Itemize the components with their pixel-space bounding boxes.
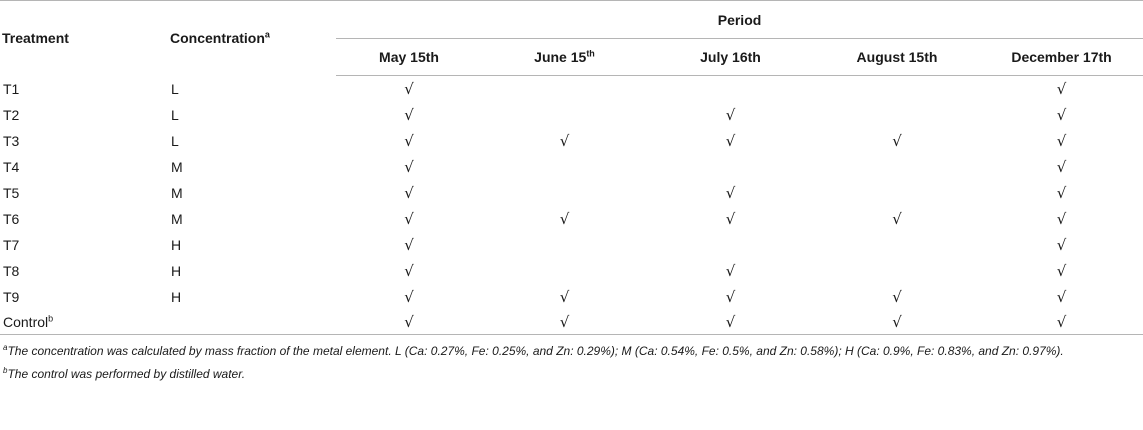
header-concentration-footnote-mark: a bbox=[264, 29, 270, 40]
cell-concentration: M bbox=[171, 211, 183, 227]
treatment-label: T4 bbox=[3, 159, 20, 175]
empty-cell bbox=[482, 258, 647, 284]
table-row bbox=[0, 284, 1143, 310]
check-mark-icon: √ bbox=[404, 158, 414, 176]
treatment-label: T9 bbox=[3, 289, 20, 305]
header-period-label: July 16th bbox=[700, 49, 761, 65]
header-period-sup: th bbox=[586, 48, 595, 59]
table-row bbox=[0, 128, 1143, 154]
cell-concentration bbox=[168, 310, 336, 335]
treatment-label: T8 bbox=[3, 263, 20, 279]
table-footnotes bbox=[0, 343, 1143, 383]
cell-treatment bbox=[0, 102, 168, 128]
check-mark-icon: √ bbox=[1056, 132, 1067, 150]
check-mark-icon: √ bbox=[336, 310, 482, 335]
check-mark-icon: √ bbox=[980, 310, 1143, 335]
header-period-label: June 15 bbox=[534, 49, 587, 65]
check-mark-icon: √ bbox=[1056, 106, 1067, 124]
empty-cell bbox=[814, 258, 980, 284]
header-period-5 bbox=[980, 39, 1143, 76]
empty-cell bbox=[814, 232, 980, 258]
treatment-label: T2 bbox=[3, 107, 20, 123]
cell-concentration: L bbox=[171, 107, 179, 123]
treatment-footnote-mark: b bbox=[48, 313, 54, 324]
cell-concentration: L bbox=[171, 133, 179, 149]
check-mark-icon: √ bbox=[814, 310, 980, 335]
cell-treatment bbox=[0, 128, 168, 154]
treatment-label: Control bbox=[3, 314, 49, 330]
check-mark-icon: √ bbox=[404, 80, 414, 98]
header-period-label: December 17th bbox=[1011, 49, 1112, 65]
treatment-label: T5 bbox=[3, 185, 20, 201]
header-row-primary bbox=[0, 1, 1143, 39]
cell-treatment bbox=[0, 180, 168, 206]
header-period: Period bbox=[336, 1, 1143, 39]
check-mark-icon: √ bbox=[404, 236, 414, 254]
header-concentration-label: Concentration bbox=[170, 30, 265, 47]
table-row bbox=[0, 76, 1143, 103]
empty-cell bbox=[814, 102, 980, 128]
table-row bbox=[0, 232, 1143, 258]
cell-treatment bbox=[0, 258, 168, 284]
check-mark-icon: √ bbox=[404, 106, 414, 124]
header-period-label: May 15th bbox=[379, 49, 439, 65]
cell-concentration: H bbox=[171, 289, 182, 305]
table-row bbox=[0, 206, 1143, 232]
table-row bbox=[0, 154, 1143, 180]
table-row bbox=[0, 102, 1143, 128]
check-mark-icon: √ bbox=[1056, 210, 1067, 228]
check-mark-icon: √ bbox=[892, 210, 902, 228]
empty-cell bbox=[647, 232, 814, 258]
empty-cell bbox=[482, 180, 647, 206]
treatment-label: T1 bbox=[3, 80, 20, 97]
empty-cell bbox=[647, 154, 814, 180]
treatment-label: T6 bbox=[3, 211, 20, 227]
cell-treatment bbox=[0, 284, 168, 310]
check-mark-icon: √ bbox=[1056, 262, 1067, 280]
empty-cell bbox=[482, 102, 647, 128]
table-row bbox=[0, 310, 1143, 335]
cell-treatment bbox=[0, 310, 168, 335]
check-mark-icon: √ bbox=[725, 106, 736, 124]
check-mark-icon: √ bbox=[725, 210, 736, 228]
cell-concentration: H bbox=[171, 263, 182, 279]
check-mark-icon: √ bbox=[725, 262, 736, 280]
check-mark-icon: √ bbox=[404, 210, 414, 228]
check-mark-icon: √ bbox=[1056, 184, 1067, 202]
footnote-b bbox=[3, 366, 1143, 383]
check-mark-icon: √ bbox=[404, 132, 414, 150]
check-mark-icon: √ bbox=[559, 132, 570, 150]
cell-concentration: M bbox=[171, 159, 183, 175]
header-period-1 bbox=[336, 39, 482, 76]
header-period-4 bbox=[814, 39, 980, 76]
header-treatment bbox=[0, 1, 168, 76]
check-mark-icon: √ bbox=[1056, 236, 1067, 254]
cell-concentration: L bbox=[171, 80, 179, 97]
check-mark-icon: √ bbox=[1056, 158, 1067, 176]
table-row bbox=[0, 180, 1143, 206]
empty-cell bbox=[814, 154, 980, 180]
treatment-label: T3 bbox=[3, 133, 20, 149]
cell-concentration: H bbox=[171, 237, 182, 253]
empty-cell bbox=[647, 76, 814, 103]
footnote-marker: b bbox=[3, 366, 8, 375]
check-mark-icon: √ bbox=[1056, 288, 1067, 306]
header-concentration bbox=[168, 1, 336, 76]
empty-cell bbox=[482, 232, 647, 258]
cell-treatment bbox=[0, 232, 168, 258]
footnote-text: The concentration was calculated by mass fraction of the metal element. L (Ca: 0.27%, Fe: 0.25%, and Zn: 0.29%); M (Ca: 0.54%, Fe: 0.5%, and Zn: 0.58%); H (Ca: 0.9%, Fe: 0.83%, and Zn: 0.97%). bbox=[7, 344, 1064, 358]
cell-treatment bbox=[0, 76, 168, 103]
cell-concentration: M bbox=[171, 185, 183, 201]
check-mark-icon: √ bbox=[647, 310, 814, 335]
empty-cell bbox=[814, 76, 980, 103]
check-mark-icon: √ bbox=[404, 184, 414, 202]
check-mark-icon: √ bbox=[404, 288, 414, 306]
check-mark-icon: √ bbox=[892, 132, 902, 150]
table-row bbox=[0, 258, 1143, 284]
footnote-marker: a bbox=[3, 343, 8, 352]
check-mark-icon: √ bbox=[404, 262, 414, 280]
treatment-label: T7 bbox=[3, 237, 20, 253]
check-mark-icon: √ bbox=[482, 310, 647, 335]
footnote-text: The control was performed by distilled water. bbox=[7, 367, 246, 381]
empty-cell bbox=[482, 76, 647, 103]
check-mark-icon: √ bbox=[725, 132, 736, 150]
header-period-2 bbox=[482, 39, 647, 76]
check-mark-icon: √ bbox=[725, 184, 736, 202]
check-mark-icon: √ bbox=[559, 210, 570, 228]
header-period-label: August 15th bbox=[856, 49, 938, 65]
check-mark-icon: √ bbox=[725, 288, 736, 306]
check-mark-icon: √ bbox=[892, 288, 902, 306]
header-period-3 bbox=[647, 39, 814, 76]
check-mark-icon: √ bbox=[1056, 80, 1067, 98]
table-body bbox=[0, 76, 1143, 335]
check-mark-icon: √ bbox=[559, 288, 570, 306]
empty-cell bbox=[482, 154, 647, 180]
cell-treatment bbox=[0, 206, 168, 232]
footnote-a bbox=[3, 343, 1143, 360]
cell-treatment bbox=[0, 154, 168, 180]
empty-cell bbox=[814, 180, 980, 206]
header-treatment-label: Treatment bbox=[2, 30, 69, 47]
